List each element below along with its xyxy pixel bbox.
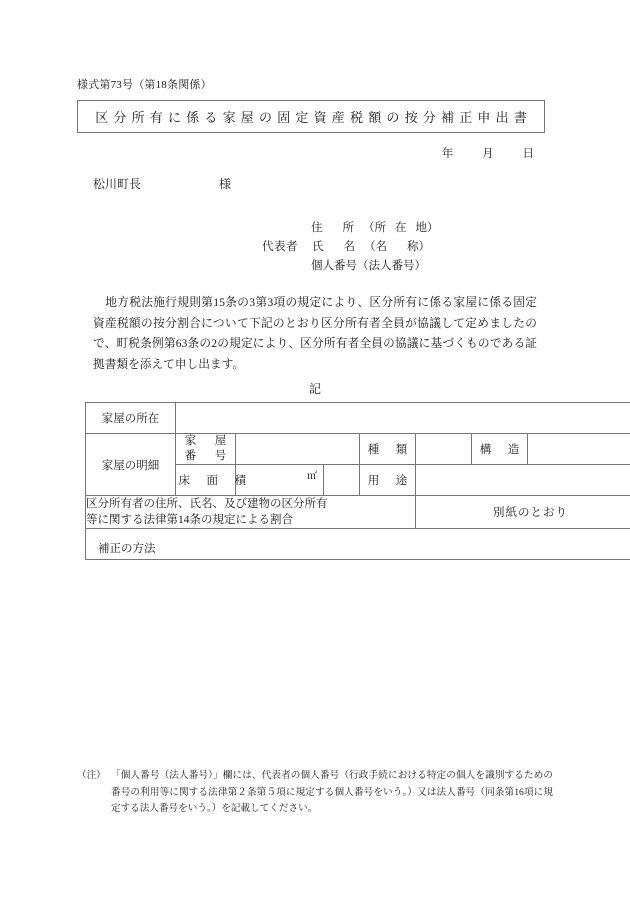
table-row-method [86, 529, 630, 560]
body-paragraph [93, 293, 537, 375]
year-label: 年 [441, 148, 454, 160]
address-paren-3: 地） [415, 222, 439, 234]
table-row-house-number [86, 434, 630, 465]
location-value[interactable] [176, 403, 630, 434]
form-number: 様式第73号（第18条関係） [77, 79, 212, 91]
footnote [77, 768, 553, 818]
floor-area-extra[interactable] [324, 465, 360, 496]
ratio-label [86, 496, 416, 529]
kind-value[interactable] [416, 434, 472, 465]
form-title-box [77, 100, 545, 133]
month-label: 月 [482, 148, 494, 160]
name-label-2: 名 [343, 241, 355, 253]
address-label: 住 [311, 222, 323, 234]
mynumber-label: 個人番号（法人番号） [311, 260, 426, 272]
applicant-address-row [262, 219, 439, 238]
kind-label: 種 類 [360, 434, 416, 465]
table-row-location [86, 403, 630, 434]
addressee-honorific: 様 [219, 177, 232, 191]
table-row-ratio [86, 496, 630, 529]
day-label: 日 [522, 148, 534, 160]
detail-table [85, 402, 630, 560]
house-number-value[interactable] [236, 434, 360, 465]
floor-area-value[interactable] [236, 465, 324, 496]
date-line [442, 145, 534, 161]
structure-value[interactable] [528, 434, 630, 465]
use-label: 用 途 [360, 465, 416, 496]
method-label: 補正の方法 [98, 543, 156, 555]
house-number-label-line1: 家 屋 [184, 435, 230, 447]
applicant-block [262, 219, 439, 276]
structure-label: 構 造 [472, 434, 528, 465]
applicant-name-row [262, 238, 439, 257]
applicant-mynumber-row [262, 257, 439, 276]
name-label-1: 氏 [312, 241, 324, 253]
house-number-label [176, 434, 236, 465]
addressee [93, 175, 231, 192]
floor-area-label: 床 面 積 [176, 465, 236, 496]
detail-label: 家屋の明細 [86, 434, 176, 496]
name-paren-2: 称） [407, 241, 430, 253]
footnote-marker: （注） [77, 770, 106, 781]
representative-label: 代表者 [262, 241, 298, 253]
location-label: 家屋の所在 [86, 403, 176, 434]
address-label-2: 所 [342, 222, 354, 234]
page-title: 区分所有に係る家屋の固定資産税額の按分補正申出書 [95, 110, 532, 125]
method-cell[interactable] [86, 529, 630, 560]
name-paren-1: （名 [364, 241, 387, 253]
addressee-name: 松川町長 [93, 177, 142, 191]
body-paragraph-text: 地方税法施行規則第15条の3第3項の規定により、区分所有に係る家屋に係る固定資産税額の按分割合について下記のとおり区分所有者全員が協議して定めましたので、町税条例第63条の2の規定により、区分所有者全員の協議に基づくものである証拠書類を添えて申し出ます。 [93, 296, 537, 371]
ratio-label-line2: 等に関する法律第14条の規定による割合 [86, 514, 293, 526]
ki-mark: 記 [308, 382, 321, 396]
address-paren-2: 在 [395, 222, 407, 234]
address-paren-1: （所 [363, 222, 386, 234]
square-meter-unit: ㎡ [307, 471, 317, 482]
footnote-text: 「個人番号（法人番号）」欄には、代表者の個人番号（行政手続における特定の個人を識別するための番号の利用等に関する法律第２条第５項に規定する個人番号をいう。）又は法人番号（同条第16項に規定する法人番号をいう。）を記載してください。 [111, 770, 553, 814]
ratio-value[interactable]: 別紙のとおり [416, 496, 630, 529]
house-number-label-line2: 番 号 [184, 450, 230, 462]
ratio-label-line1: 区分所有者の住所、氏名、及び建物の区分所有 [86, 498, 328, 510]
use-value[interactable] [416, 465, 630, 496]
